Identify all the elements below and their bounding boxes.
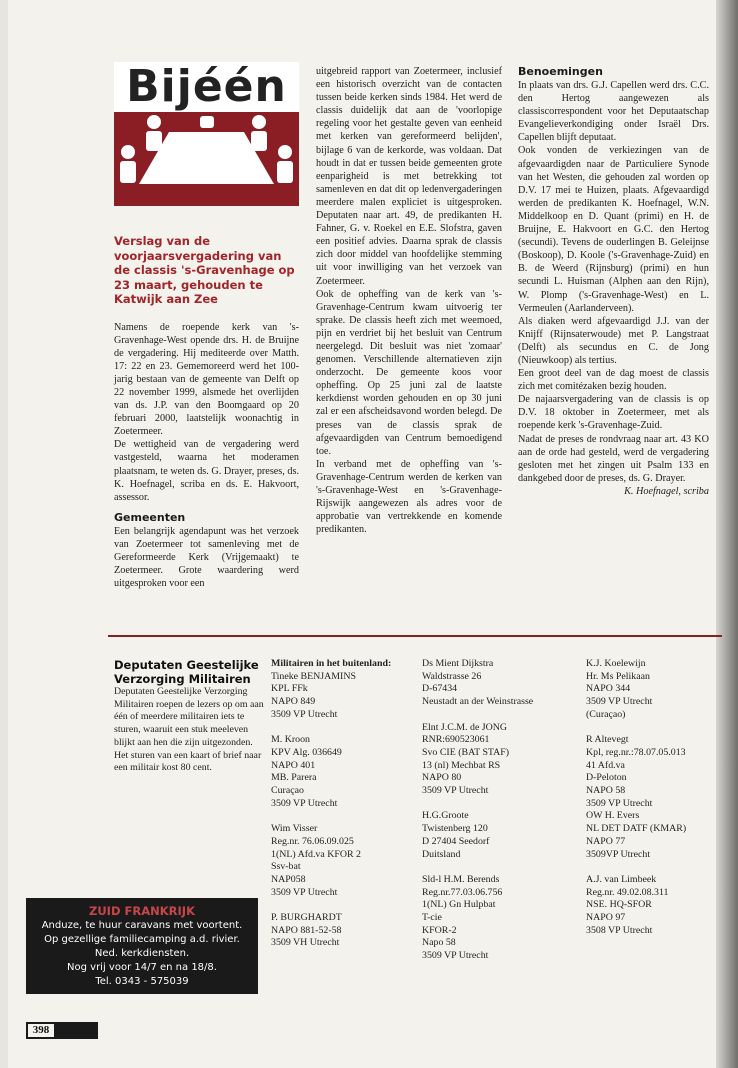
address-line: Reg.nr. 49.02.08.311 [586, 886, 669, 898]
address-block [422, 722, 582, 798]
paragraph: Ook vonden de verkiezingen van de afgevaardigden naar de Particuliere Synode van het Westen, die gehouden zal worden op D.V. 17 mei te Huizen, plaats. Afgevaardigd werden de predikanten K. Hoefnagel, W.N. Middelkoop en D. Quant (primi) en H. de Bruijne, E. Hakvoort en G.C. den Hertog (secundi). Tevens de ouderlingen B. Geleijnse (Boskoop), D. Koole ('s-Gravenhage-Zuid) en B. de Weerd (Rijnsburg) (primi) en hun secundi L. Huisman (Alphen aan den Rijn), W. Plomp ('s-Gravenhage-West) en L. Vermeulen (Aarlanderveen). [518, 145, 709, 314]
address-line: 3509 VP Utrecht [586, 696, 653, 708]
address-line: P. BURGHARDT [271, 912, 342, 924]
address-line: NL DET DATF (KMAR) [586, 823, 687, 835]
address-line: Reg.nr.77.03.06.756 [422, 886, 503, 898]
address-block [586, 874, 716, 938]
page-left-margin [0, 0, 8, 1068]
address-line: NAPO 80 [422, 772, 462, 784]
deputaten-block [114, 658, 264, 775]
address-line: (Curaçao) [586, 708, 626, 720]
address-block [422, 874, 582, 963]
address-line: 41 Afd.va [586, 759, 625, 771]
address-line: T-cie [422, 912, 442, 924]
address-column-3 [586, 658, 716, 950]
address-block [271, 734, 411, 810]
address-line: NAPO 77 [586, 835, 626, 847]
address-line: KPL FFk [271, 683, 308, 695]
ad-line: Tel. 0343 - 575039 [95, 976, 189, 987]
paragraph: De najaarsvergadering van de classis is op D.V. 18 oktober in Zoetermeer, met als roepende kerk 's-Gravenhage-Zuid. [518, 394, 709, 432]
address-line: D-67434 [422, 683, 458, 695]
address-line: 3509 VP Utrecht [422, 950, 489, 962]
section-divider [108, 635, 722, 637]
paragraph: De wettigheid van de vergadering werd vastgesteld, waarna het moderamen plaatsnam, te weten ds. G. Drayer, preses, ds. K. Hoefnagel, scriba en ds. E. Hakvoort, assessor. [114, 439, 299, 503]
paragraph: In verband met de opheffing van 's-Gravenhage-Centrum werden de kerken van 's-Gravenhage-West en 's-Gravenhage-Rijswijk aangewezen als adres voor de approbatie van vertrekkende en komende predikanten. [316, 458, 502, 536]
logo-word: Bijéén [126, 61, 287, 112]
ad-title: ZUID FRANKRIJK [89, 904, 195, 918]
address-line: D-Peloton [586, 772, 627, 784]
page-binding-edge [716, 0, 738, 1068]
paragraph: Ook de opheffing van de kerk van 's-Gravenhage-Centrum kwam uitvoerig ter sprake. De classis heeft zich met weemoed, pijn en verdriet bij het besluit van Centrum neergelegd. Dit besluit was niet 'zomaar' genomen. Verschillende alternatieven zijn onderzocht. De gemeente koos voor opheffing. Op 25 juni zal de laatste kerkdienst worden gehouden en op 30 juni zal er een afscheidsavond worden belegd. De preses van de classis sprak de afgevaardigden van Centrum bemoedigend toe. [316, 288, 502, 457]
article-column-2 [316, 65, 502, 536]
address-line: NAPO 344 [586, 683, 631, 695]
address-line: A.J. van Limbeek [586, 873, 657, 885]
ad-line: Op gezellige familiecamping a.d. rivier. [44, 934, 240, 945]
address-line: 3508 VP Utrecht [586, 924, 653, 936]
article-subtitle: Verslag van de voorjaarsvergadering van de classis 's-Gravenhage op 23 maart, gehouden te Katwijk aan Zee [114, 234, 295, 306]
address-line: OW H. Evers [586, 810, 640, 822]
article-column-1 [114, 234, 299, 590]
address-line: KPV Alg. 036649 [271, 746, 342, 758]
page-number-bar [26, 1022, 98, 1039]
ad-line: Ned. kerkdiensten. [94, 948, 190, 959]
address-line: NAPO 401 [271, 759, 316, 771]
address-line: 1(NL) Afd.va KFOR 2 [271, 848, 361, 860]
address-line: Duitsland [422, 848, 461, 860]
ad-line: Nog vrij voor 14/7 en na 18/8. [67, 962, 217, 973]
address-block [586, 658, 716, 722]
address-block [422, 810, 582, 861]
address-column-2 [422, 658, 582, 976]
heading-benoemingen: Benoemingen [518, 65, 603, 78]
address-line: D 27404 Seedorf [422, 835, 490, 847]
advertisement-zuid-frankrijk [26, 898, 258, 994]
address-line: Napo 58 [422, 937, 456, 949]
address-column-1 [271, 658, 411, 963]
address-line: Kpl, reg.nr.:78.07.05.013 [586, 746, 686, 758]
address-line: Hr. Ms Pelikaan [586, 670, 650, 682]
address-line: 3509 VP Utrecht [586, 797, 653, 809]
ad-line: Anduze, te huur caravans met voortent. [41, 920, 243, 931]
deputaten-body: Deputaten Geestelijke Verzorging Militairen roepen de lezers op om aan één of meerdere militairen iets te sturen, waaruit een stuk meeleven blijkt aan hen die zijn uitgezonden. Het sturen van een kaart of brief naar een militair kost 80 cent. [114, 686, 264, 774]
signature: K. Hoefnagel, scriba [624, 485, 709, 497]
address-block [586, 734, 716, 861]
paragraph: Namens de roepende kerk van 's-Gravenhage-West opende drs. H. de Bruijne de vergadering. Hij mediteerde over Matth. 17: 22 en 23. Gememoreerd werd het 100-jarig bestaan van de gemeente van Delft op 22 november 1999, alsmede het overlijden van ds. J.P. van den Boomgaard op 20 februari 2000, laatstelijk woonachtig in Zoetermeer. [114, 321, 299, 438]
address-line: Elnt J.C.M. de JONG [422, 721, 508, 733]
address-line: M. Kroon [271, 734, 310, 746]
address-line: NSE. HQ-SFOR [586, 899, 652, 911]
address-block [271, 823, 411, 899]
address-line: Ds Mient Dijkstra [422, 658, 494, 669]
address-line: K.J. Koelewijn [586, 658, 646, 669]
address-line: NAPO 97 [586, 912, 626, 924]
paragraph: uitgebreid rapport van Zoetermeer, inclusief een historisch overzicht van de contacten tussen beide kerken sinds 1984. Het werd de classis duidelijk dat aan de 'voorlopige regeling voor het gestalte geven van eenheid met kerken van gereformeerd belijden', bijlage 6 van de kerkorde, was voldaan. Dat houdt in dat er tussen beide gemeenten grote eenparigheid is met betrekking tot samenleven en dat dit op ledenvergaderingen meerdere malen expliciet is uitgesproken. Deputaten naar art. 49, de predikanten H. Fahner, G. v. Roekel en E.E. Slofstra, gaven een positief advies. Daarna sprak de classis zich door middel van hoofdelijke stemming uit voor inwilliging van het verzoek van Zoetermeer. [316, 66, 502, 287]
address-line: 3509VP Utrecht [586, 848, 651, 860]
address-line: RNR:690523061 [422, 734, 490, 746]
address-line: NAP058 [271, 873, 306, 885]
address-line: Militairen in het buitenland: [271, 658, 392, 669]
page-number: 398 [28, 1024, 54, 1037]
paragraph: Nadat de preses de rondvraag naar art. 43 KO aan de orde had gesteld, werd de vergadering gesloten met het zingen uit Psalm 133 en dankgebed door de preses, ds. G. Drayer. [518, 433, 709, 484]
address-line: 3509 VH Utrecht [271, 937, 340, 949]
address-line: 3509 VP Utrecht [271, 797, 338, 809]
bijeen-logo [114, 62, 299, 206]
address-block [271, 912, 411, 950]
address-line: Wim Visser [271, 823, 318, 835]
article-column-3 [518, 65, 709, 498]
address-line: Waldstrasse 26 [422, 670, 482, 682]
address-line: Curaçao [271, 785, 304, 797]
address-block [422, 658, 582, 709]
address-line: Neustadt an der Weinstrasse [422, 696, 534, 708]
address-line: Twistenberg 120 [422, 823, 488, 835]
paragraph: Een groot deel van de dag moest de classis zich met comitézaken bezig houden. [518, 368, 709, 393]
meeting-table-illustration [114, 112, 299, 206]
address-line: Sld-l H.M. Berends [422, 873, 500, 885]
deputaten-heading: Deputaten Geestelijke Verzorging Militairen [114, 658, 259, 686]
paragraph: Als diaken werd afgevaardigd J.J. van der Knijff (Rijnsaterwoude) met P. Langstraat (Delft) als secundus en C. de Jong (Nieuwkoop) als tertius. [518, 315, 709, 366]
address-line: Reg.nr. 76.06.09.025 [271, 835, 354, 847]
address-line: 3509 VP Utrecht [422, 785, 489, 797]
heading-gemeenten: Gemeenten [114, 510, 186, 524]
address-line: NAPO 849 [271, 696, 316, 708]
address-line: MB. Parera [271, 772, 317, 784]
address-line: 1(NL) Gn Hulpbat [422, 899, 496, 911]
address-line: Ssv-bat [271, 861, 301, 873]
paragraph: Een belangrijk agendapunt was het verzoek van Zoetermeer tot samenleving met de Gereformeerde Kerk (Vrijgemaakt) te Zoetermeer. Grote waardering werd uitgesproken voor een [114, 525, 299, 590]
address-line: 3509 VP Utrecht [271, 886, 338, 898]
address-line: Svo CIE (BAT STAF) [422, 746, 510, 758]
address-line: Tineke BENJAMINS [271, 670, 356, 682]
paragraph: In plaats van drs. G.J. Capellen werd drs. C.C. den Hertog aangewezen als classiscorrespondent voor het Deputaatschap Evangelieverkondiging onder Israël Drs. Capellen blijft deputaat. [518, 80, 709, 144]
address-line: 13 (nl) Mechbat RS [422, 759, 501, 771]
address-line: R Altevegt [586, 734, 629, 746]
address-line: 3509 VP Utrecht [271, 708, 338, 720]
address-line: H.G.Groote [422, 810, 469, 822]
address-line: NAPO 881-52-58 [271, 924, 342, 936]
address-line: NAPO 58 [586, 785, 626, 797]
address-block [271, 658, 411, 722]
address-line: KFOR-2 [422, 924, 457, 936]
